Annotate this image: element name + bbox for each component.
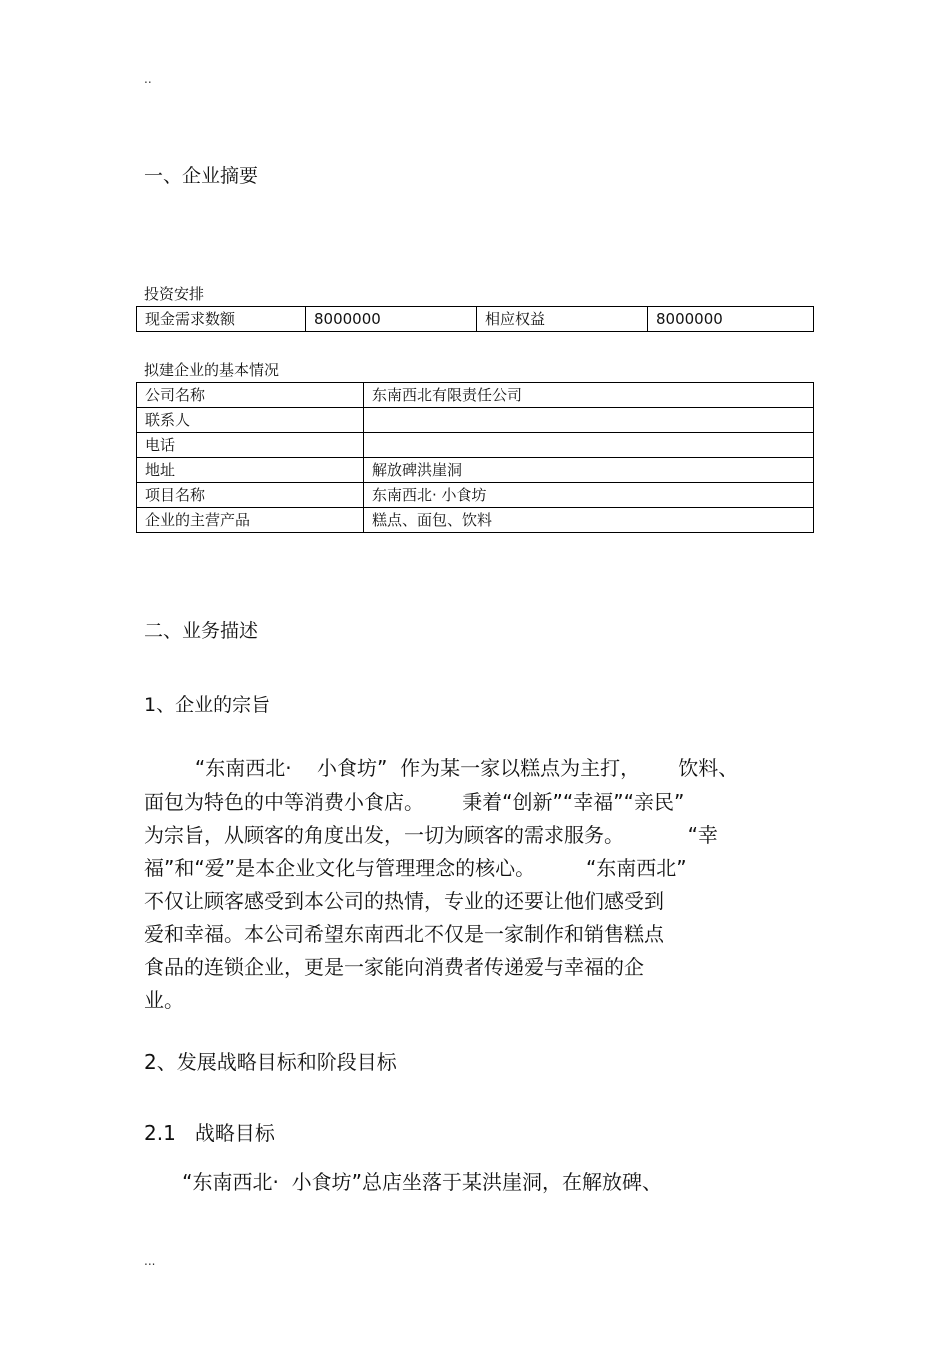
row-label: 地址 [137, 458, 364, 483]
table-row [137, 307, 814, 332]
equity-value: 8000000 [648, 307, 814, 332]
paragraph-line: “东南西北· 小食坊” 作为某一家以糕点为主打， 饮料、 [144, 756, 739, 780]
row-label: 联系人 [137, 408, 364, 433]
table-row [137, 383, 814, 408]
basic-info-caption: 拟建企业的基本情况 [144, 361, 280, 379]
table-row [137, 458, 814, 483]
section-1-title: 一、企业摘要 [144, 165, 259, 187]
paragraph-line: 福”和“爱”是本企业文化与管理理念的核心。 “东南西北” [144, 856, 687, 880]
subsection-1-title: 1、企业的宗旨 [144, 694, 271, 716]
table-row [137, 508, 814, 533]
page-top-mark: .. [144, 72, 152, 86]
row-value: 解放碑洪崖洞 [364, 458, 814, 483]
row-value: 糕点、面包、饮料 [364, 508, 814, 533]
row-label: 项目名称 [137, 483, 364, 508]
strategy-paragraph-line: “东南西北· 小食坊”总店坐落于某洪崖洞，在解放碑、 [144, 1170, 662, 1194]
page-bottom-mark: ... [144, 1254, 156, 1268]
row-value [364, 433, 814, 458]
section-2-title: 二、业务描述 [144, 620, 259, 642]
table-row [137, 408, 814, 433]
row-value: 东南西北· 小食坊 [364, 483, 814, 508]
paragraph-line: 爱和幸福。本公司希望东南西北不仅是一家制作和销售糕点 [144, 922, 664, 946]
row-label: 企业的主营产品 [137, 508, 364, 533]
cash-demand-value: 8000000 [306, 307, 477, 332]
row-label: 电话 [137, 433, 364, 458]
paragraph-line: 业。 [144, 988, 184, 1012]
equity-label: 相应权益 [477, 307, 648, 332]
paragraph-line: 食品的连锁企业，更是一家能向消费者传递爱与幸福的企 [144, 955, 644, 979]
subsection-2-1-title: 2.1 战略目标 [144, 1121, 275, 1145]
investment-table [136, 306, 814, 332]
cash-demand-label: 现金需求数额 [137, 307, 306, 332]
basic-info-table [136, 382, 814, 533]
table-row [137, 433, 814, 458]
paragraph-line: 为宗旨，从顾客的角度出发，一切为顾客的需求服务。 “幸 [144, 823, 718, 847]
investment-caption: 投资安排 [144, 285, 205, 303]
paragraph-line: 面包为特色的中等消费小食店。 秉着“创新”“幸福”“亲民” [144, 790, 685, 814]
table-row [137, 483, 814, 508]
row-label: 公司名称 [137, 383, 364, 408]
row-value: 东南西北有限责任公司 [364, 383, 814, 408]
row-value [364, 408, 814, 433]
subsection-2-title: 2、发展战略目标和阶段目标 [144, 1050, 397, 1074]
paragraph-line: 不仅让顾客感受到本公司的热情，专业的还要让他们感受到 [144, 889, 664, 913]
